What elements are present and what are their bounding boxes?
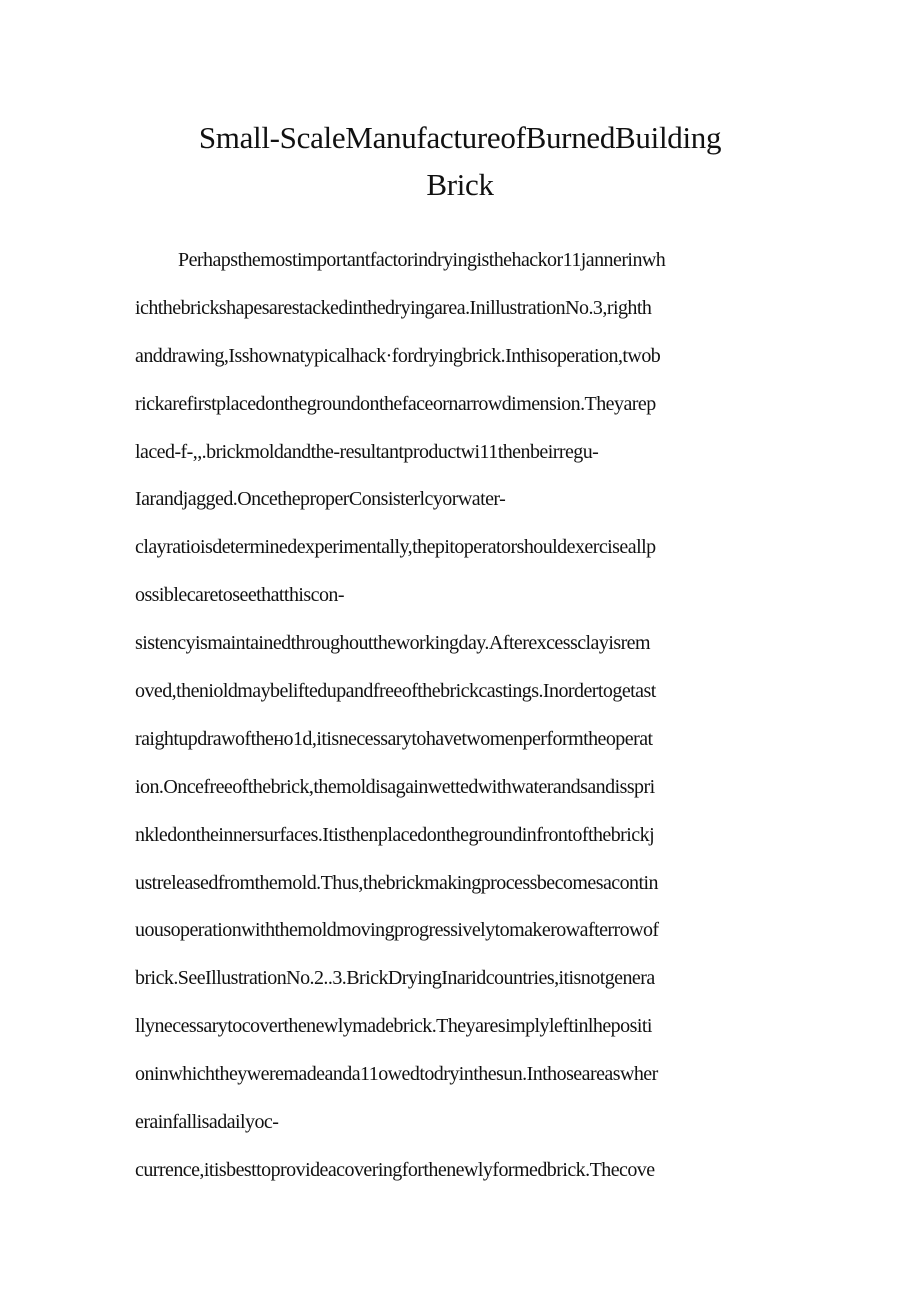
body-line: oved,thenioldmaybeliftedupandfreeofthebrickcastings.Inordertogetast (135, 680, 656, 703)
body-line: rickarefirstplacedonthegroundonthefaceornarrowdimension.Theyarep (135, 392, 656, 415)
title-line-2: Brick (426, 167, 494, 202)
body-line: ustreleasedfromthemold.Thus,thebrickmakingprocessbecomesacontin (135, 871, 658, 894)
body-line: ossiblecaretoseethatthiscon- (135, 584, 344, 607)
body-line: Perhapsthemostimportantfactorindryingisthehackor11jannerinwh (178, 249, 666, 271)
body-line: clayratioisdeterminedexperimentally,thepitoperatorshouldexerciseallp (135, 536, 656, 559)
document-title (120, 114, 800, 208)
body-paragraph (135, 237, 785, 1195)
body-line: brick.SeeIllustrationNo.2..3.BrickDryingInaridcountries,itisnotgenera (135, 967, 655, 990)
body-line: ion.Oncefreeofthebrick,themoldisagainwettedwithwaterandsandisspri (135, 775, 655, 798)
body-line: llynecessarytocoverthenewlymadebrick.Theyaresimplyleftinlhepositi (135, 1015, 652, 1038)
body-line: currence,itisbesttoprovideacoveringforthenewlyformedbrick.Thecove (135, 1158, 655, 1181)
body-line: laced-f-,,.brickmoldandthe-resultantproductwi11thenbeirregu- (135, 440, 599, 463)
body-line: oninwhichtheyweremadeanda11owedtodryinthesun.Inthoseareaswher (135, 1063, 658, 1086)
body-line: anddrawing,Isshownatypicalhack·fordryingbrick.Inthisoperation,twob (135, 344, 661, 367)
body-line: ichthebrickshapesarestackedinthedryingarea.InillustrationNo.3,righth (135, 296, 652, 319)
title-line-1: Small-ScaleManufactureofBurnedBuilding (198, 120, 722, 155)
body-line: raightupdrawoftheнo1d,itisnecessarytohavetwomenperformtheoperat (135, 727, 653, 750)
body-line: Iarandjagged.OncetheproperConsisterlcyorwater- (135, 488, 506, 511)
body-line: nkledontheinnersurfaces.Itisthenplacedonthegroundinfrontofthebrickj (135, 823, 655, 846)
body-line: sistencyismaintainedthroughouttheworkingday.Afterexcessclayisrem (135, 632, 651, 655)
body-line: uousoperationwiththemoldmovingprogressivelytomakerowafterrowof (135, 919, 659, 942)
body-line: erainfallisadailyoc- (135, 1111, 279, 1134)
